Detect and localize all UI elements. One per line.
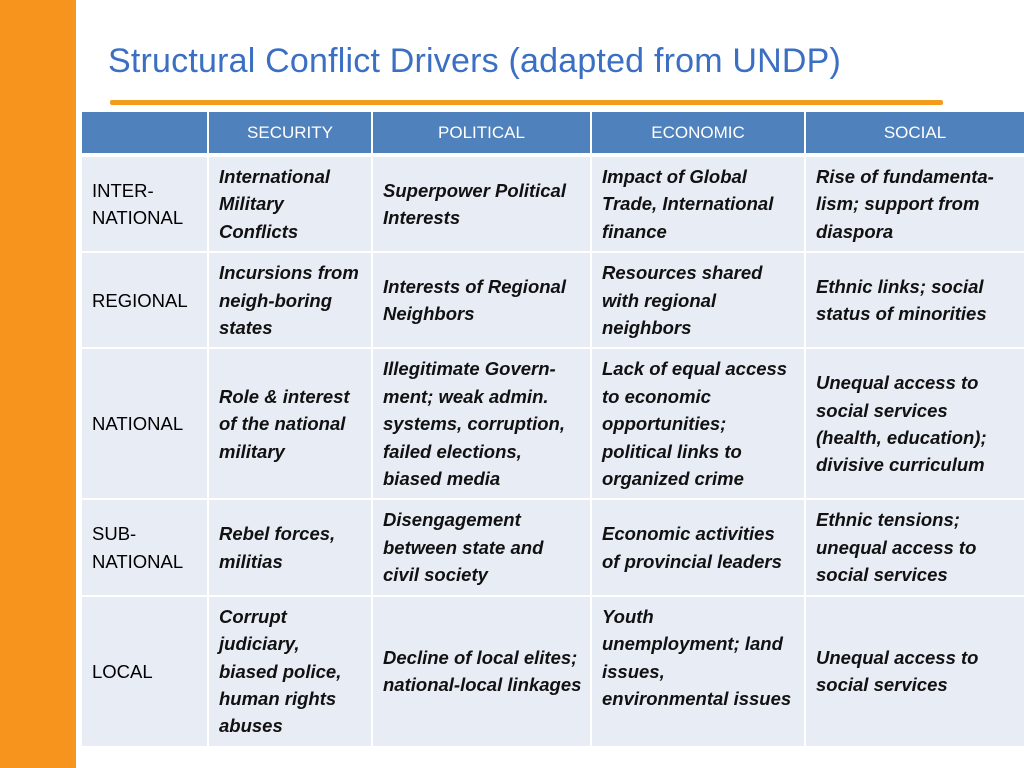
cell-regional-security: Incursions from neigh-boring states <box>209 251 373 347</box>
cell-national-social: Unequal access to social services (health, education); divisive curriculum <box>806 347 1024 498</box>
side-accent-bar <box>0 0 76 768</box>
cell-local-political: Decline of local elites; national-local linkages <box>373 595 592 746</box>
header-row <box>82 112 1024 153</box>
row-header-regional <box>82 251 209 347</box>
col-header-security: SECURITY <box>209 112 373 153</box>
row-header-international <box>82 153 209 251</box>
cell-subnational-social: Ethnic tensions; unequal access to social services <box>806 498 1024 594</box>
cell-international-security: International Military Conflicts <box>209 153 373 251</box>
corner-header <box>82 112 209 153</box>
cell-local-economic: Youth unemployment; land issues, environmental issues <box>592 595 806 746</box>
cell-local-social: Unequal access to social services <box>806 595 1024 746</box>
cell-regional-political: Interests of Regional Neighbors <box>373 251 592 347</box>
conflict-drivers-table <box>82 112 1024 746</box>
cell-international-economic: Impact of Global Trade, International finance <box>592 153 806 251</box>
table-row-international <box>82 153 1024 251</box>
cell-national-security: Role & interest of the national military <box>209 347 373 498</box>
table-row-local <box>82 595 1024 746</box>
cell-international-political: Superpower Political Interests <box>373 153 592 251</box>
cell-regional-economic: Resources shared with regional neighbors <box>592 251 806 347</box>
cell-subnational-economic: Economic activities of provincial leaders <box>592 498 806 594</box>
cell-local-security: Corrupt judiciary, biased police, human rights abuses <box>209 595 373 746</box>
title-underline <box>110 100 943 105</box>
row-header-subnational <box>82 498 209 594</box>
row-label: NATIONAL <box>92 413 184 435</box>
cell-subnational-political: Disengagement between state and civil society <box>373 498 592 594</box>
slide-title: Structural Conflict Drivers (adapted from UNDP) <box>108 42 842 80</box>
table-row-national <box>82 347 1024 498</box>
cell-international-social: Rise of fundamenta-lism; support from diaspora <box>806 153 1024 251</box>
row-label: REGIONAL <box>92 289 188 311</box>
cell-regional-social: Ethnic links; social status of minorities <box>806 251 1024 347</box>
row-label: INTER- NATIONAL <box>92 179 184 229</box>
cell-national-political: Illegitimate Govern-ment; weak admin. systems, corruption, failed elections, biased media <box>373 347 592 498</box>
col-header-social: SOCIAL <box>806 112 1024 153</box>
col-header-political: POLITICAL <box>373 112 592 153</box>
col-header-economic: ECONOMIC <box>592 112 806 153</box>
cell-subnational-security: Rebel forces, militias <box>209 498 373 594</box>
row-header-national <box>82 347 209 498</box>
row-label: SUB- NATIONAL <box>92 523 184 572</box>
row-label: LOCAL <box>92 660 153 682</box>
table-row-subnational <box>82 498 1024 594</box>
cell-national-economic: Lack of equal access to economic opportunities; political links to organized crime <box>592 347 806 498</box>
row-header-local <box>82 595 209 746</box>
table-row-regional <box>82 251 1024 347</box>
